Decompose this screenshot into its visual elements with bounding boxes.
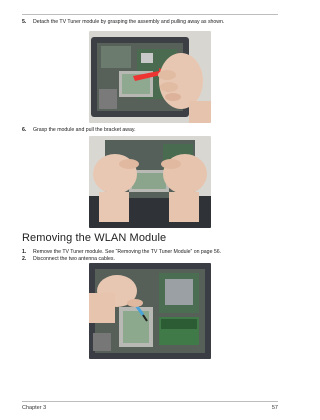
footer-rule bbox=[22, 401, 278, 402]
module-bracket-photo bbox=[89, 136, 211, 228]
section-heading: Removing the WLAN Module bbox=[22, 232, 167, 244]
step-text: Grasp the module and pull the bracket away. bbox=[33, 127, 136, 133]
step-number: 1. bbox=[22, 249, 27, 255]
step-number: 6. bbox=[22, 127, 27, 133]
step-text: Disconnect the two antenna cables. bbox=[33, 256, 115, 262]
step-text: Detach the TV Tuner module by grasping the assembly and pulling away as shown. bbox=[33, 19, 225, 25]
antenna-cables-photo bbox=[89, 263, 211, 359]
wlan-step-2 bbox=[22, 256, 115, 263]
step-5 bbox=[22, 19, 224, 26]
tv-tuner-detach-photo bbox=[89, 31, 211, 123]
step-text: Remove the TV Tuner module. See “Removing the TV Tuner Module” on page 56. bbox=[33, 249, 222, 255]
step-number: 2. bbox=[22, 256, 27, 262]
page-number: 57 bbox=[271, 405, 278, 411]
step-number: 5. bbox=[22, 19, 27, 25]
wlan-step-1 bbox=[22, 249, 221, 256]
step-6 bbox=[22, 127, 136, 134]
footer-chapter: Chapter 3 bbox=[22, 405, 47, 411]
header-rule bbox=[22, 14, 278, 15]
